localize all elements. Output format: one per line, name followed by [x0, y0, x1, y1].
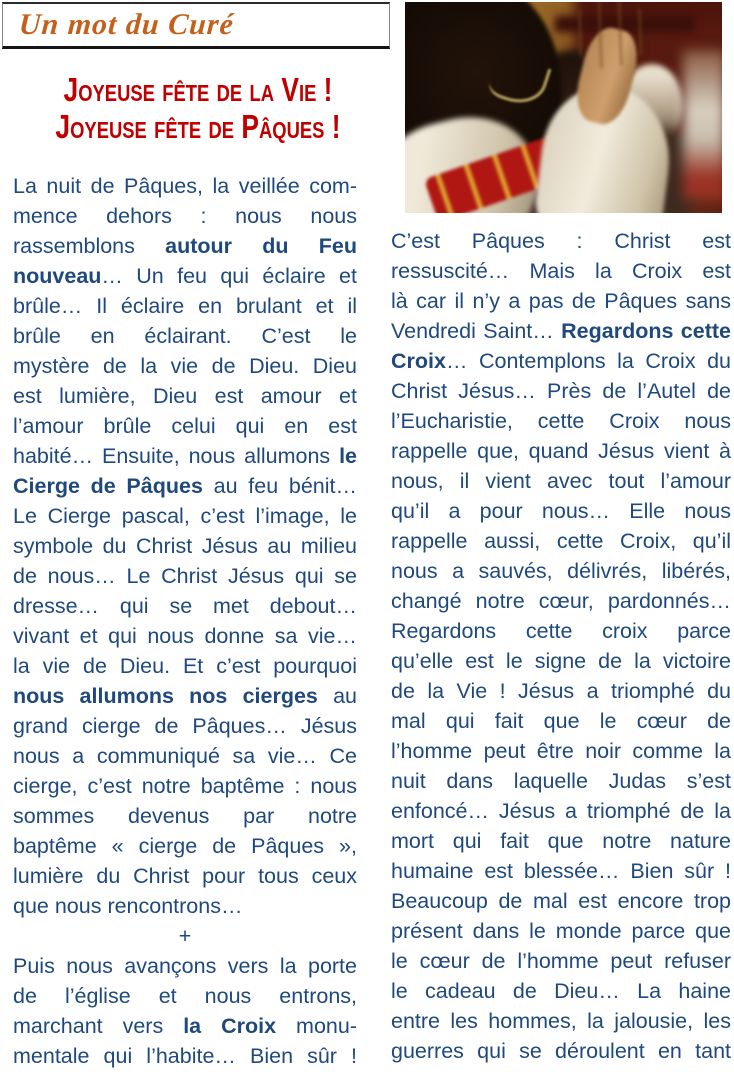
text-segment: sommes devenus par notre [13, 804, 357, 828]
text-line [13, 1011, 357, 1041]
text-line [391, 1036, 731, 1066]
photo-blurred-figure-right [683, 50, 722, 200]
text-line [13, 1041, 357, 1071]
text-segment: au [317, 684, 357, 708]
text-segment: La nuit de Pâques, la veillée com- [13, 174, 357, 198]
text-line [391, 946, 731, 976]
text-segment: mence dehors : nous nous [13, 204, 357, 228]
text-line [13, 501, 357, 531]
text-segment: marchant vers [13, 1014, 184, 1038]
bold-text-segment: nouveau [13, 264, 102, 288]
text-segment: nous a communiqué sa vie… Ce [13, 744, 357, 768]
text-line [391, 586, 731, 616]
text-segment: qu’il a pour nous… Elle nous [391, 499, 731, 523]
easter-heading [4, 71, 392, 145]
bold-text-segment: nous allumons nos cierges [13, 684, 318, 708]
text-segment: mystère de la vie de Dieu. Dieu [13, 354, 357, 378]
text-line [391, 856, 731, 886]
text-line [13, 921, 357, 951]
text-segment: mort qui fait que notre nature [391, 829, 731, 853]
text-line [391, 526, 731, 556]
text-line [13, 201, 357, 231]
text-segment: de l’église et nous entrons, [13, 984, 357, 1008]
text-segment: vivant et qui nous donne sa vie… [13, 624, 357, 648]
text-segment: rappelle que, quand Jésus vient à [391, 439, 731, 463]
page-title: Un mot du Curé [17, 8, 236, 41]
text-segment: Christ Jésus… Près de l’Autel de [391, 379, 731, 403]
text-line [391, 1006, 731, 1036]
text-line [13, 441, 357, 471]
text-line [391, 676, 731, 706]
text-line [13, 651, 357, 681]
text-segment: … Contemplons la Croix du [445, 349, 731, 373]
text-line [13, 381, 357, 411]
text-line [391, 406, 731, 436]
text-segment: ressuscité… Mais la Croix est [391, 259, 731, 283]
text-segment: brûle en éclairant. C’est le [13, 324, 357, 348]
text-segment: entre les hommes, la jalousie, les [391, 1009, 731, 1033]
text-segment: Vendredi Saint… [391, 319, 562, 343]
text-segment: Puis nous avançons vers la porte [13, 954, 357, 978]
text-segment: Le Cierge pascal, c’est l’image, le [13, 504, 357, 528]
text-segment: lumière du Christ pour tous ceux [13, 864, 357, 888]
text-segment: au feu bénit… [202, 474, 357, 498]
text-segment: que nous rencontrons… [13, 894, 243, 918]
text-line [13, 831, 357, 861]
photo-easter-vigil-priest [405, 2, 722, 213]
text-segment: là car il n’y a pas de Pâques sans [391, 289, 731, 313]
text-line [13, 411, 357, 441]
text-line [391, 496, 731, 526]
text-line [391, 616, 731, 646]
text-line [13, 771, 357, 801]
bold-text-segment: Regardons cette [561, 319, 731, 343]
text-line [391, 976, 731, 1006]
text-segment: rappelle aussi, cette Croix, qu’il [391, 529, 731, 553]
text-line [391, 346, 731, 376]
text-segment: nous a sauvés, délivrés, libérés, [391, 559, 731, 583]
text-segment: habité… Ensuite, nous allumons [13, 444, 340, 468]
text-line [13, 291, 357, 321]
text-segment: est lumière, Dieu est amour et [13, 384, 357, 408]
text-line [391, 916, 731, 946]
text-segment: C’est Pâques : Christ est [391, 229, 731, 253]
text-segment: baptême « cierge de Pâques », [13, 834, 357, 858]
text-segment: symbole du Christ Jésus au milieu [13, 534, 357, 558]
text-line [13, 261, 357, 291]
text-line [391, 886, 731, 916]
text-segment: mal qui fait que le cœur de [391, 709, 731, 733]
text-line [13, 231, 357, 261]
text-segment: brûle… Il éclaire en brulant et il [13, 294, 357, 318]
text-line [13, 861, 357, 891]
text-line [13, 591, 357, 621]
text-segment: le cadeau de Dieu… La haine [391, 979, 731, 1003]
left-column-text [13, 171, 357, 1071]
text-segment: le cœur de l’homme peut refuser [391, 949, 731, 973]
text-line [391, 646, 731, 676]
text-line [13, 951, 357, 981]
text-line [391, 556, 731, 586]
text-line [391, 376, 731, 406]
right-column-text [391, 226, 731, 1066]
text-segment: dresse… qui se met debout… [13, 594, 357, 618]
text-line [13, 321, 357, 351]
text-line [391, 286, 731, 316]
title-box [2, 2, 390, 49]
text-line [391, 436, 731, 466]
text-segment: nous, il vient avec tout l’amour [391, 469, 731, 493]
text-line [391, 316, 731, 346]
bold-text-segment: Cierge de Pâques [13, 474, 203, 498]
text-segment: Beaucoup de mal est encore trop [391, 889, 731, 913]
text-line [13, 711, 357, 741]
text-segment: mentale qui l’habite… Bien sûr ! [13, 1044, 357, 1068]
text-segment: + [178, 924, 192, 948]
text-segment: changé notre cœur, pardonnés… [391, 589, 731, 613]
text-segment: monu- [276, 1014, 357, 1038]
bold-text-segment: Croix [391, 349, 446, 373]
text-line [13, 561, 357, 591]
text-segment: qu’elle est le signe de la victoire [391, 649, 731, 673]
text-segment: guerres qui se déroulent en tant [391, 1039, 731, 1063]
text-segment: l’Eucharistie, cette Croix nous [391, 409, 731, 433]
text-line [13, 801, 357, 831]
text-segment: de nous… Le Christ Jésus qui se [13, 564, 357, 588]
text-line [13, 681, 357, 711]
text-segment: nuit dans laquelle Judas s’est [391, 769, 731, 793]
text-segment: la vie de Dieu. Et c’est pourquoi [13, 654, 357, 678]
text-line [13, 351, 357, 381]
text-line [391, 706, 731, 736]
text-segment: cierge, c’est notre baptême : nous [13, 774, 357, 798]
bold-text-segment: le [339, 444, 357, 468]
text-segment: l’homme peut être noir comme la [391, 739, 731, 763]
text-segment: Regardons cette croix parce [391, 619, 731, 643]
text-line [391, 256, 731, 286]
text-segment: humaine est blessée… Bien sûr ! [391, 859, 731, 883]
text-line [13, 741, 357, 771]
text-segment: rassemblons [13, 234, 166, 258]
text-segment: … Un feu qui éclaire et [101, 264, 357, 288]
text-segment: présent dans le monde parce que [391, 919, 731, 943]
text-line [13, 981, 357, 1011]
text-line [391, 466, 731, 496]
text-line [391, 736, 731, 766]
text-line [391, 796, 731, 826]
text-segment: l’amour brûle celui qui en est [13, 414, 357, 438]
text-line [391, 826, 731, 856]
text-line [13, 471, 357, 501]
heading-line-2: Joyeuse fête de Pâques ! [55, 108, 341, 145]
text-segment: grand cierge de Pâques… Jésus [13, 714, 357, 738]
bold-text-segment: autour du Feu [165, 234, 358, 258]
bold-text-segment: la Croix [183, 1014, 277, 1038]
text-line [391, 766, 731, 796]
text-line [13, 621, 357, 651]
text-line [13, 891, 357, 921]
text-line [13, 171, 357, 201]
heading-line-1: Joyeuse fête de la Vie ! [63, 71, 333, 108]
text-segment: enfoncé… Jésus a triomphé de la [391, 799, 731, 823]
text-line [13, 531, 357, 561]
text-line [391, 226, 731, 256]
text-segment: de la Vie ! Jésus a triomphé du [391, 679, 731, 703]
